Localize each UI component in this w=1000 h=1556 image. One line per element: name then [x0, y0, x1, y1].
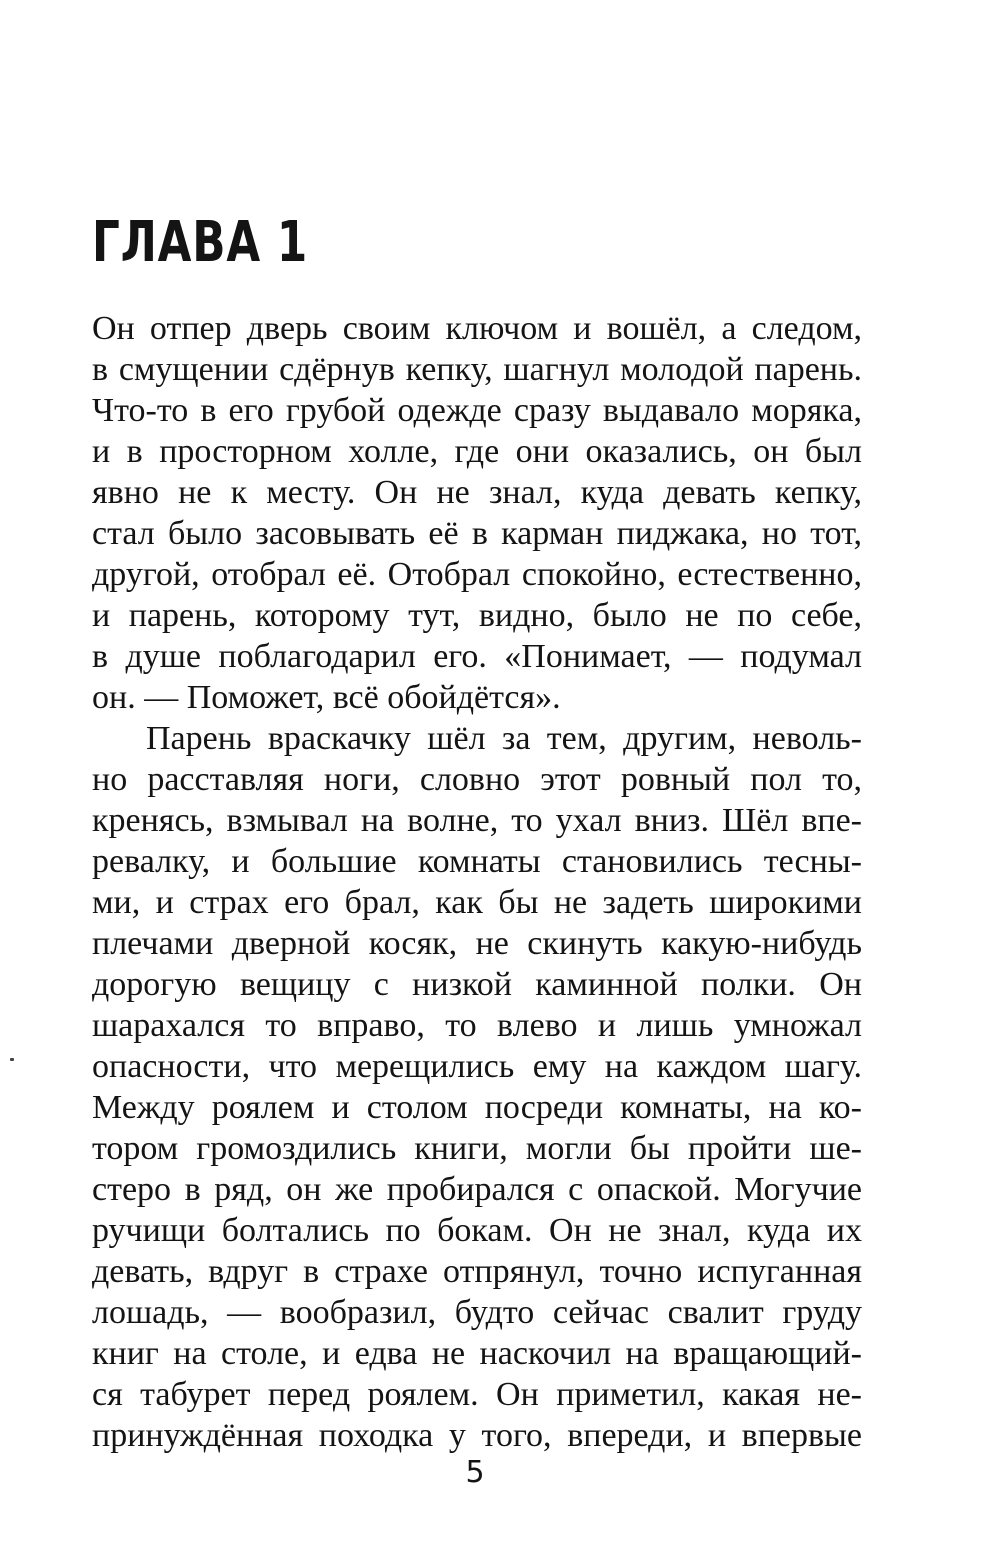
text-line: он. — Поможет, всё обойдётся». [92, 679, 561, 716]
text-line: ся табурет перед роялем. Он приметил, какая не- [92, 1376, 862, 1413]
text-line: явно не к месту. Он не знал, куда девать кепку, [92, 474, 862, 511]
text-line: в смущении сдёрнув кепку, шагнул молодой парень. [92, 351, 862, 388]
text-line: Между роялем и столом посреди комнаты, на ко- [92, 1089, 862, 1126]
chapter-title: ГЛАВА 1 [92, 210, 309, 275]
text-line: лошадь, — вообразил, будто сейчас свалит груду [92, 1294, 862, 1331]
text-line: дорогую вещицу с низкой каминной полки. Он [92, 966, 862, 1003]
page-number: 5 [465, 1455, 485, 1490]
text-line: принуждённая походка у того, впереди, и впервые [92, 1417, 862, 1454]
text-line: но расставляя ноги, словно этот ровный пол то, [92, 761, 862, 798]
text-line: Парень враскачку шёл за тем, другим, неволь- [146, 720, 862, 757]
text-line: плечами дверной косяк, не скинуть какую-нибудь [92, 925, 862, 962]
text-line: опасности, что мерещились ему на каждом шагу. [92, 1048, 862, 1085]
text-line: девать, вдруг в страхе отпрянул, точно испуганная [92, 1253, 862, 1290]
text-line: ревалку, и большие комнаты становились тесны- [92, 843, 862, 880]
text-line: ручищи болтались по бокам. Он не знал, куда их [92, 1212, 862, 1249]
scan-speck [10, 1058, 14, 1061]
text-line: Он отпер дверь своим ключом и вошёл, а следом, [92, 310, 862, 347]
text-line: тором громоздились книги, могли бы пройти ше- [92, 1130, 862, 1167]
text-line: другой, отобрал её. Отобрал спокойно, естественно, [92, 556, 862, 593]
text-line: шарахался то вправо, то влево и лишь умножал [92, 1007, 862, 1044]
text-line: и в просторном холле, где они оказались, он был [92, 433, 862, 470]
text-line: и парень, которому тут, видно, было не по себе, [92, 597, 862, 634]
text-line: книг на столе, и едва не наскочил на вращающий- [92, 1335, 862, 1372]
text-line: стеро в ряд, он же пробирался с опаской. Могучие [92, 1171, 862, 1208]
text-line: кренясь, взмывал на волне, то ухал вниз. Шёл впе- [92, 802, 862, 839]
text-line: ми, и страх его брал, как бы не задеть широкими [92, 884, 862, 921]
text-line: в душе поблагодарил его. «Понимает, — подумал [92, 638, 862, 675]
text-line: Что-то в его грубой одежде сразу выдавало моряка, [92, 392, 862, 429]
text-line: стал было засовывать её в карман пиджака, но тот, [92, 515, 862, 552]
